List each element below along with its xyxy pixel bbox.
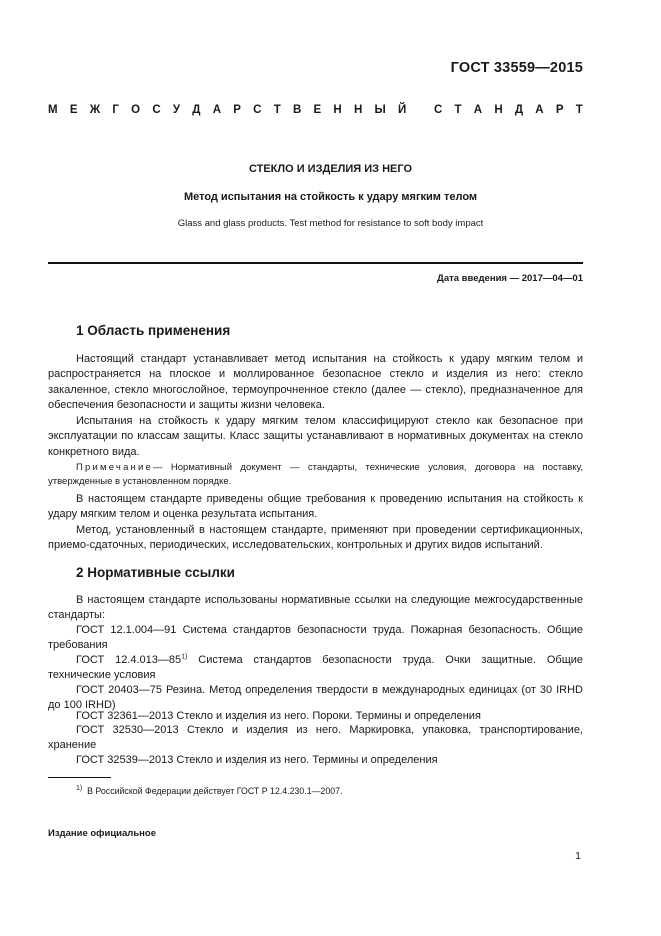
reference-code: ГОСТ 32539—2013 [76,754,174,766]
reference-code: ГОСТ 20403—75 [76,684,162,696]
document-subtitle: Метод испытания на стойкость к удару мягким телом [183,191,478,203]
heading-letter: М [48,104,58,116]
reference-code: ГОСТ 32530—2013 [76,724,179,736]
heading-letter: Г [112,104,119,116]
interstate-standard-heading [48,104,583,116]
section-2-intro [48,593,583,624]
reference-item [48,653,583,684]
section-1-paragraph-3 [48,492,583,523]
reference-item [48,709,583,724]
reference-title: Стекло и изделия из него. Пороки. Термины и определения [176,710,481,722]
paragraph-text: В настоящем стандарте приведены общие требования к проведению испытания на стойкость к удару мягким телом и оценка результата испытания. [48,493,583,521]
heading-letter: Н [353,104,363,116]
heading-letter: Т [273,104,281,116]
heading-letter: Н [333,104,342,116]
paragraph-text: В настоящем стандарте использованы нормативные ссылки на следующие межгосударственные стандарты: [48,594,583,622]
section-1-paragraph-4 [48,523,583,554]
heading-letter: Т [454,104,462,116]
heading-letter: Е [313,104,322,116]
paragraph-text: Испытания на стойкость к удару мягким телом классифицируют стекло как безопасное при эксплуатации по классам защиты. Класс защиты устанавливают в нормативных документах на стекло конкретного вида. [48,415,583,458]
section-1-paragraph-1 [48,352,583,413]
document-title-english: Glass and glass products. Test method for resistance to soft body impact [177,218,484,229]
heading-letter: С [433,104,443,116]
reference-title: Система стандартов безопасности труда. Пожарная безопасность. Общие требования [48,624,583,652]
page-number: 1 [575,850,581,862]
heading-letter: Д [192,104,201,116]
reference-title: Система стандартов безопасности труда. Очки защитные. Общие технические условия [48,654,584,682]
reference-code: ГОСТ 12.4.013—85 [76,654,182,666]
heading-letter: Е [69,104,78,116]
heading-letter: О [131,104,141,116]
heading-letter: Й [398,104,407,116]
heading-letter: С [152,104,161,116]
section-1-paragraph-2 [48,414,583,460]
heading-letter: Р [233,104,241,116]
footnote [76,786,342,796]
title-divider [48,262,583,264]
reference-title: Стекло и изделия из него. Маркировка, упаковка, транспортирование, хранение [48,724,584,752]
heading-letter: С [253,104,262,116]
footnote-text: В Российской Федерации действует ГОСТ Р 12.4.230.1—2007. [87,786,343,796]
heading-letter: Т [575,104,583,116]
heading-letter: Ы [374,104,386,116]
heading-letter: А [473,104,483,116]
introduction-date: Дата введения — 2017—04—01 [437,273,583,284]
heading-letter: Д [514,104,524,116]
heading-letter: Р [555,104,564,116]
heading-letter: Ж [89,104,101,116]
section-1-note [48,461,583,488]
paragraph-text: Метод, установленный в настоящем стандарте, применяют при проведении сертификационных, приемо-сдаточных, периодических, исследовательских, контрольных и других видов испытаний. [48,524,583,552]
document-code: ГОСТ 33559—2015 [450,60,583,76]
heading-letter [419,104,422,116]
reference-title: Стекло и изделия из него. Термины и определения [176,754,438,766]
reference-title: Резина. Метод определения твердости в международных единицах (от 30 IRHD до 100 IRHD) [48,684,583,712]
heading-letter: У [172,104,181,116]
reference-code: ГОСТ 12.1.004—91 [76,624,177,636]
reference-code: ГОСТ 32361—2013 [76,710,174,722]
note-text: — Нормативный документ — стандарты, технические условия, договора на поставку, утвержденные в установленном порядке. [48,462,583,487]
footnote-marker: 1) [76,785,83,793]
section-1-heading: 1 Область применения [76,323,231,338]
footnote-marker: 1) [181,653,188,661]
reference-item [48,723,583,754]
document-title: СТЕКЛО И ИЗДЕЛИЯ ИЗ НЕГО [248,163,413,175]
heading-letter: В [292,104,302,116]
heading-letter: А [212,104,222,116]
reference-item [48,623,583,654]
paragraph-text: Настоящий стандарт устанавливает метод испытания на стойкость к удару мягким телом и распространяется на плоское и моллированное безопасное стекло и изделия из него: стекло закаленное, стекло многослойное, термоупрочненное стекло (далее — стекло), предназначенное для обеспечения безопасности и защиты жизни человека. [48,353,583,411]
footnote-divider [48,777,111,778]
note-label: Примечание [76,462,153,473]
official-edition-label: Издание официальное [48,828,156,839]
reference-item [48,753,583,768]
heading-letter: А [535,104,544,116]
heading-letter: Н [494,104,503,116]
section-2-heading: 2 Нормативные ссылки [76,565,235,580]
